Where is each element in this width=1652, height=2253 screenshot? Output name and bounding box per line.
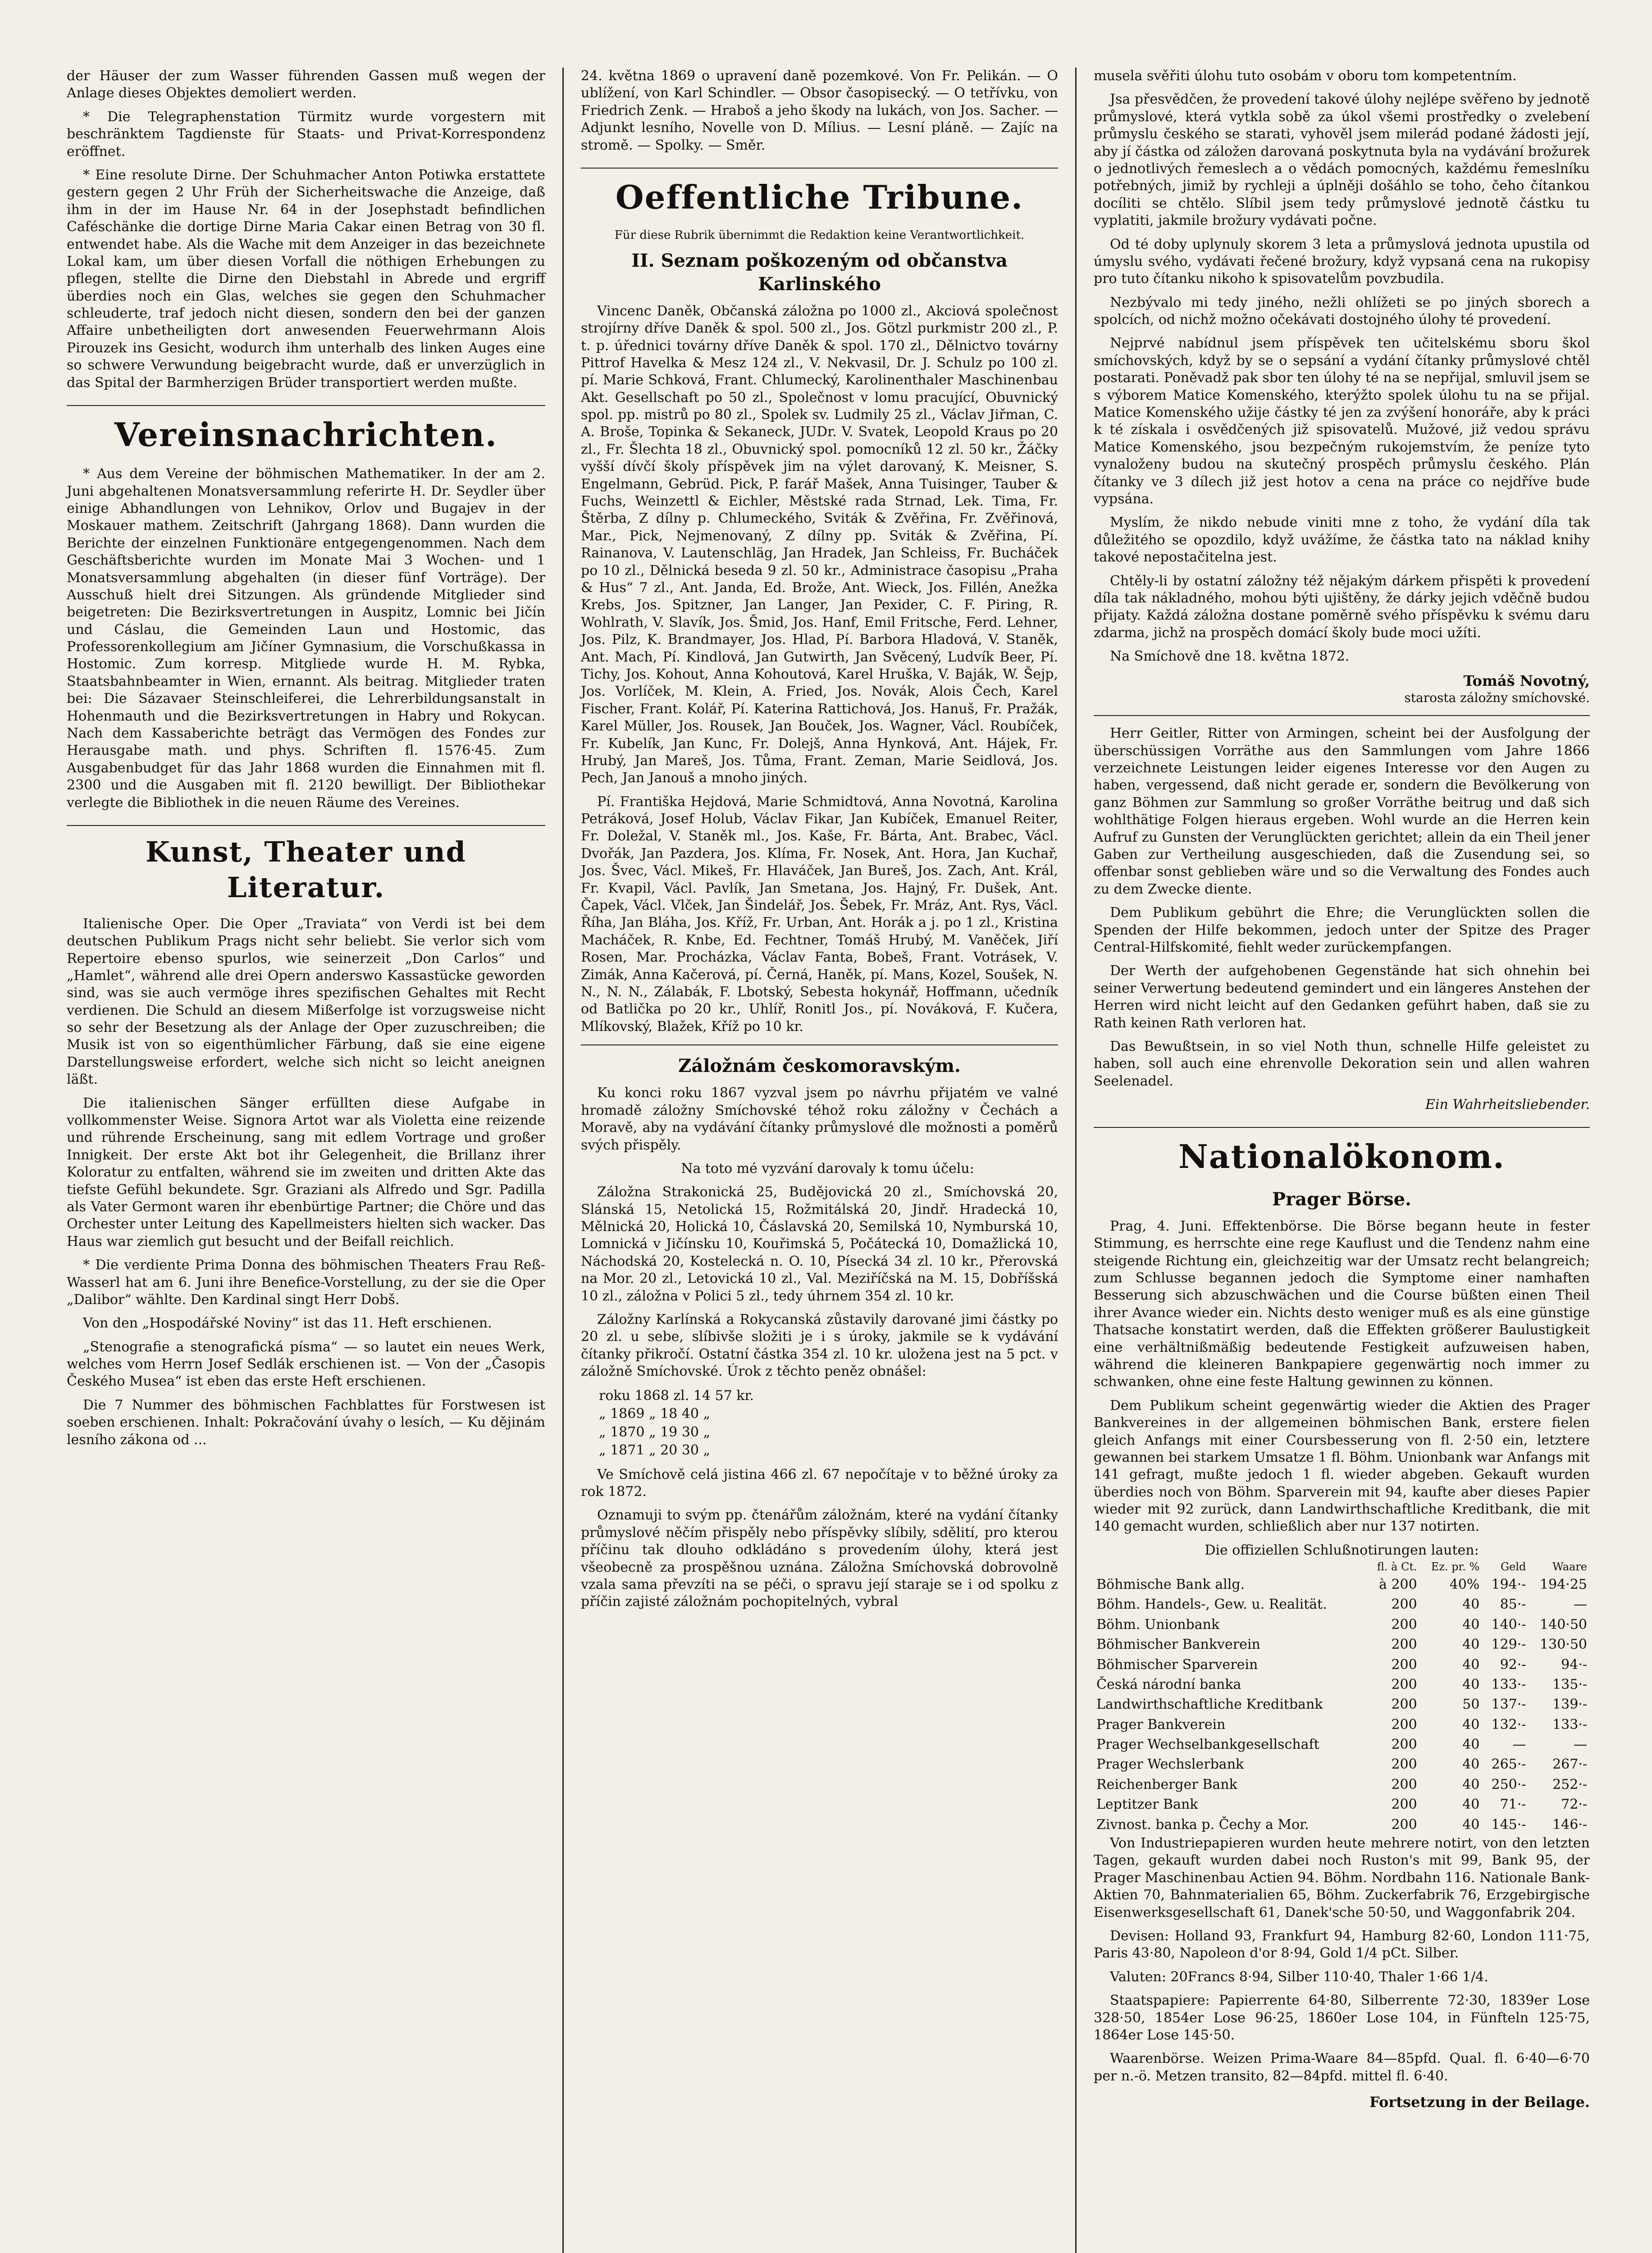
interest-row: „ 1871 „ 20 30 „ (599, 1442, 711, 1459)
kunst-paragraph: „Stenografie a stenografická písma“ — so lautet ein neues Werk, welches vom Herrn Josef Sedlák erschienen ist. — Von der „Časopis Českého Musea“ ist eben das erste Heft erschienen. (67, 1339, 545, 1390)
stock-cell-geld: 137·- (1491, 1697, 1526, 1713)
stock-cell-waare: 133·- (1552, 1716, 1587, 1733)
letter-paragraph: Herr Geitler, Ritter von Armingen, scheint bei der Ausfolgung der überschüssigen Vorräthe aus den Sammlungen vom Jahre 1866 verzeichnete Leistungen leider eigenes Interesse vor den Augen zu haben, vergessend, daß nicht gerade er, sondern die Bevölkerung von ganz Böhmen zur Sammlung so großer Vorräthe beitrug und daß sich wohlthätige Folgen hieraus ergeben. Wohl wurde an die Herren kein Aufruf zu Gunsten der Verunglückten gerichtet; allein da ein Theil jener Gaben zur Vertheilung ausgeschieden, daß die Zusendung sei, so offenbar sonst geblieben wäre und so die Verwaltung des Fondes auch zu dem Zwecke diente. (1094, 725, 1590, 897)
stock-cell-waare: 252·- (1552, 1776, 1587, 1792)
stock-cell-name: Česká národní banka (1096, 1676, 1241, 1692)
stock-cell-b: 40 (1462, 1737, 1480, 1753)
stock-cell-waare: 194·25 (1540, 1576, 1587, 1592)
letter-paragraph: Myslím, že nikdo nebude viniti mne z toho, že vydání díla tak důležitého se opozdilo, když uvážíme, že částka tato na náklad knihy takové nepostačitelna jest. (1094, 515, 1590, 566)
stock-row (1094, 1775, 1590, 1795)
stock-cell-a: 200 (1391, 1737, 1417, 1753)
zalozna-paragraph: Záložny Karlínská a Rokycanská zůstavily darované jimi částky po 20 zl. u sebe, slíbivše složiti je i s úroky, jakmile se k vydávání čítanky přikročí. Ostatní částka 354 zl. 10 kr. uložena jest na 5 pct. v záložně Smíchovské. Úrok z těchto peněz obnášel: (581, 1312, 1058, 1380)
boerse-paragraph: Von Industriepapieren wurden heute mehrere notirt, von den letzten Tagen, gekauft wurden dabei noch Ruston's mit 99, Bank 95, der Prager Maschinenbau Actien 94. Böhm. Nordbahn 116. Nationale Bank-Aktien 70, Bahnmaterialien 65, Böhm. Zuckerfabrik 76, Erzgebirgische Eisenwerksgesellschaft 61, Danek'sche 50·50, und Waggonfabrik 204. (1094, 1835, 1590, 1920)
stock-cell-a: 200 (1391, 1716, 1417, 1733)
stock-cell-geld: 71·- (1500, 1797, 1526, 1813)
stock-header (1094, 1559, 1367, 1575)
kunst-paragraph: * Die verdiente Prima Donna des böhmischen Theaters Frau Reß-Wasserl hat am 6. Juni ihre Benefice-Vorstellung, zu der sie die Oper „Dalibor“ wählte. Den Kardinal singt Herr Dobš. (67, 1257, 545, 1308)
stock-cell-geld: 140·- (1491, 1616, 1526, 1633)
letter-paragraph: Od té doby uplynuly skorem 3 leta a průmyslová jednota upustila od úmyslu svého, vydávati řečené brožury, když vypsaná cena na rukopisy pro tuto čítanku nikoho k spisovatelům povzbudila. (1094, 236, 1590, 287)
news-item: * Eine resolute Dirne. Der Schuhmacher Anton Potiwka erstattete gestern gegen 2 Uhr Früh der Sicherheitswache die Anzeige, daß ihm in der im Hause Nr. 64 in der Josephstadt befindlichen Caféschänke die dortige Dirne Maria Cakar einen Betrag von 30 fl. entwendet habe. Als die Wache mit dem Anzeiger in das bezeichnete Lokal kam, um über diesen Vorfall die nöthigen Erhebungen zu pflegen, stellte die Dirne den Diebstahl in Abrede und ergriff überdies noch ein Glas, welches sie gegen den Schuhmacher schleuderte, traf jedoch nicht diesen, sondern den bei der ganzen Affaire unbetheiligten dort anwesenden Feuerwehrmann Alois Pirouzek ins Gesicht, wodurch ihm unterhalb des linken Auges eine so schwere Verwundung beigebracht wurde, daß er unverzüglich in das Spital der Barmherzigen Brüder transportiert werden mußte. (67, 167, 545, 391)
stock-row (1094, 1635, 1590, 1655)
zalozna-paragraph: Oznamuji to svým pp. čtenářům záložnám, které na vydání čítanky průmyslové něčím přispěly nebo příspěvky slíbily, sdělití, pro kterou příčinu tak dlouho odkládáno s provedením úlohy, která jest všeobecně za prospěšnou uznána. Záložna Smíchovská dobrovolně vzala sama převzíti na se péči, o spravu její staraje se i od spolku z příčin zajisté záložnám pochopitelných, vybral (581, 1507, 1058, 1610)
boerse-paragraph: Prag, 4. Juni. Effektenbörse. Die Börse begann heute in fester Stimmung, es herrschte eine rege Kauflust und die Tendenz nahm eine steigende Richtung ein, gleichzeitig war der Umsatz recht belangreich; zum Schlusse begannen jedoch die Symptome einer namhaften Besserung sich abzuschwächen und die Course büßten einen Theil ihrer Avance wieder ein. Nichts desto weniger muß es als eine günstige Thatsache konstatirt werden, daß die Effekten größerer Baulustigkeit eine verhältnißmäßig bedeutende Festigkeit aufzuweisen haben, während die kleineren Bankpapiere gegenwärtig noch immer zu schwanken, ohne eine feste Haltung gewinnen zu können. (1094, 1218, 1590, 1390)
stock-row (1094, 1695, 1590, 1715)
stock-cell-b: 40 (1462, 1716, 1480, 1733)
continued-note: Fortsetzung in der Beilage. (1369, 2093, 1590, 2111)
stock-cell-a: à 200 (1379, 1576, 1417, 1592)
stock-cell-b: 40 (1462, 1637, 1480, 1653)
letter-paragraph: musela svěřiti úlohu tuto osobám v oboru tom kompetentním. (1094, 68, 1517, 84)
donor-list: Pí. Františka Hejdová, Marie Schmidtová, Anna Novotná, Karolina Petráková, Josef Holub, Václav Fikar, Jan Kubíček, Emanuel Reiter, Fr. Doležal, V. Staněk ml., Jos. Kaše, Fr. Bárta, Ant. Brabec, Václ. Dvořák, Jan Pazdera, Jos. Klíma, Fr. Nosek, Ant. Hora, Jan Kuchař, Jos. Švec, Václ. Mikeš, Fr. Hlaváček, Jan Bureš, Jos. Zach, Ant. Král, Fr. Kvapil, Václ. Pavlík, Jan Smetana, Jos. Hajný, Fr. Dušek, Ant. Čapek, Václ. Vlček, Jan Šindelář, Jos. Šebek, Fr. Mráz, Ant. Rys, Václ. Říha, Jan Bláha, Jos. Kříž, Fr. Urban, Ant. Horák a j. po 1 zl., Kristina Macháček, R. Knbe, Ed. Fechtner, Tomáš Hrubý, M. Vaněček, Jiří Rosen, Mar. Procházka, Václav Fanta, Bobeš, Frant. Votrásek, V. Zimák, Anna Kačerová, pí. Černá, Haněk, pí. Mans, Kozel, Soušek, N. N., N. N., Zálabák, F. Lbotský, Sebesta hokynář, Hoffmann, učedník od Batlička po 20 kr., Uhlíř, Ronitl Jos., pí. Nováková, F. Kučera, Mlíkovský, Blažek, Kříž po 10 kr. (581, 794, 1058, 1035)
boerse-paragraph: Dem Publikum scheint gegenwärtig wieder die Aktien des Prager Bankvereines in der allgemeinen böhmischen Bank, erstere fielen gleich Anfangs mit einer Coursbesserung von fl. 2·50 ein, letztere gewannen bei starkem Umsatze 1 fl. Böhm. Unionbank war Anfangs mit 141 gefragt, mußte jedoch 1 fl. wieder abgeben. Gekauft wurden überdies noch von Böhm. Sparverein mit 94, kaufte aber dieses Papier wieder mit 92 zurück, dann Landwirthschaftliche Kreditbank, die mit 140 gemacht wurden, schließlich aber nur 137 notirten. (1094, 1397, 1590, 1535)
stock-cell-geld: 132·- (1491, 1716, 1526, 1733)
stock-header-row (1094, 1559, 1590, 1575)
news-item: * Die Telegraphenstation Türmitz wurde vorgestern mit beschränktem Tagdienste für Staats- und Privat-Korrespondenz eröffnet. (67, 109, 545, 160)
zalozna-paragraph: Ve Smíchově celá jistina 466 zl. 67 nepočítaje v to běžné úroky za rok 1872. (581, 1466, 1058, 1500)
stock-cell-geld: 85·- (1500, 1596, 1526, 1613)
stock-cell-name: Böhmischer Bankverein (1096, 1637, 1260, 1653)
stock-cell-name: Böhm. Handels-, Gew. u. Realität. (1096, 1596, 1327, 1613)
stock-header: Waare (1552, 1560, 1587, 1573)
letter-date: Na Smíchově dne 18. května 1872. (1110, 648, 1350, 665)
zalozna-heading: Záložnám českomoravským. (678, 1055, 961, 1077)
stock-cell-b: 40 (1462, 1816, 1480, 1833)
stock-cell-b: 40% (1449, 1576, 1480, 1592)
column-2 (562, 68, 1075, 2253)
kunst-paragraph: Italienische Oper. Die Oper „Traviata“ von Verdi ist bei dem deutschen Publikum Prags nicht sehr beliebt. Sie verlor sich vom Repertoire ebenso spurlos, wie seinerzeit „Don Carlos“ und „Hamlet“, während alle drei Opern anderswo Kassastücke geworden sind, was sie auch vermöge ihres spezifischen Gehaltes mit Recht verdienen. Die Schuld an diesem Mißerfolge ist vorzugsweise nicht so sehr der Besetzung als der Anlage der Oper zuzuschreiben; die Musik ist von so eigenthümlicher Färbung, daß sie eine eigene Darstellungsweise erfordert, welche sich nicht so leicht aneignen läßt. (67, 916, 545, 1088)
stock-intro: Die offiziellen Schlußnotirungen lauten: (1205, 1542, 1479, 1558)
stock-cell-a: 200 (1391, 1616, 1417, 1633)
stock-row (1094, 1735, 1590, 1755)
stock-row (1094, 1755, 1590, 1774)
stock-cell-waare: 139·- (1552, 1697, 1587, 1713)
stock-cell-waare: 146·- (1552, 1816, 1587, 1833)
interest-row: „ 1869 „ 18 40 „ (599, 1406, 711, 1422)
stock-cell-geld: 265·- (1491, 1756, 1526, 1773)
stock-cell-waare: 72·- (1561, 1797, 1587, 1813)
stock-cell-waare: 135·- (1552, 1676, 1587, 1692)
boerse-paragraph: Staatspapiere: Papierrente 64·80, Silberrente 72·30, 1839er Lose 328·50, 1854er Lose 96·25, 1860er Lose 104, in Fünfteln 125·75, 1864er Lose 145·50. (1094, 1993, 1590, 2043)
stock-cell-geld: — (1512, 1737, 1526, 1753)
stock-cell-geld: 250·- (1491, 1776, 1526, 1792)
stock-row (1094, 1655, 1590, 1675)
stock-cell-name: Böhm. Unionbank (1096, 1616, 1220, 1633)
zalozna-paragraph: Ku konci roku 1867 vyzval jsem po návrhu přijatém ve valné hromadě záložny Smíchovské téhož roku záložny v Čechách a Moravě, aby na vydávání čítanky průmyslové dle možnosti a poměrů svých přispěly. (581, 1085, 1058, 1153)
stock-cell-name: Prager Wechselbankgesellschaft (1096, 1737, 1319, 1753)
stock-cell-b: 50 (1462, 1697, 1480, 1713)
stock-row (1094, 1615, 1590, 1635)
section-heading-tribune: Oeffentliche Tribune. (581, 168, 1058, 218)
stock-cell-b: 40 (1462, 1656, 1480, 1673)
stock-cell-b: 40 (1462, 1676, 1480, 1692)
interest-table (581, 1387, 1058, 1460)
stock-cell-name: Prager Wechslerbank (1096, 1756, 1244, 1773)
stock-cell-waare: 140·50 (1540, 1616, 1587, 1633)
section-heading-kunst: Kunst, Theater und Literatur. (67, 825, 545, 906)
divider (581, 1044, 1058, 1045)
boerse-paragraph: Devisen: Holland 93, Frankfurt 94, Hamburg 82·60, London 111·75, Paris 43·80, Napoleon d'or 8·94, Gold 1/4 pCt. Silber. (1094, 1928, 1590, 1961)
column-1 (50, 68, 562, 2253)
letter-paragraph: Chtěly-li by ostatní záložny též nějakým dárkem přispěti k provedení díla tak nákladného, mohou býti ujištěny, že dárky jejich vděčně budou přijaty. Každá záložna dostane poměrně svého příspěvku k svému daru zdarma, jichž na prospěch domácí školy bude moci užíti. (1094, 573, 1590, 641)
stock-cell-b: 40 (1462, 1596, 1480, 1613)
zalozna-paragraph: Záložna Strakonická 25, Budějovická 20 zl., Smíchovská 20, Slánská 15, Netolická 15, Rožmitálská 20, Jindř. Hradecká 10, Mělnická 20, Holická 10, Čáslavská 20, Semilská 10, Nymburská 10, Lomnická v Jičínsku 10, Kouřimská 5, Počátecká 10, Domažlická 10, Náchodská 20, Kostelecká n. O. 10, Písecká 34 zl. 10 kr., Přerovská na Mor. 20 zl., Letovická 10 zl., Val. Meziříčská na M. 15, Dobříšská 10 zl., záložna v Polici 5 zl., tedy úhrnem 354 zl. 10 kr. (581, 1184, 1058, 1304)
signature-title: starosta záložny smíchovské. (1404, 690, 1590, 706)
stock-header: Ez. pr. % (1431, 1560, 1480, 1573)
stock-cell-b: 40 (1462, 1797, 1480, 1813)
stock-cell-b: 40 (1462, 1776, 1480, 1792)
kunst-paragraph: Die italienischen Sänger erfüllten diese Aufgabe in vollkommenster Weise. Signora Artot war als Violetta eine reizende und rührende Erscheinung, sang mit edlem Vortrage und großer Innigkeit. Der erste Akt bot ihr Gelegenheit, die Brillanz ihrer Koloratur zu entfalten, während sie im zweiten und dritten Akte das tiefste Gefühl bekundete. Sgr. Graziani als Alfredo und Sgr. Padilla als Vater Germont waren ihr ebenbürtige Partner; die Chöre und das Orchester unter Leitung des Kapellmeisters hielten sich wacker. Das Haus war ziemlich gut besucht und der Beifall reichlich. (67, 1095, 545, 1250)
stock-cell-a: 200 (1391, 1656, 1417, 1673)
journal-contents: 24. května 1869 o upravení daně pozemkové. Von Fr. Pelikán. — O ublížení, von Karl Schindler. — Obsor časopisecký. — O tetřívku, von Friedrich Zenk. — Hraboš a jeho škody na lukách, von Jos. Sacher. — Adjunkt lesního, Novelle von D. Mílius. — Lesní pláně. — Zajíc na stromě. — Spolky. — Směr. (581, 68, 1058, 153)
stock-row (1094, 1815, 1590, 1835)
stock-cell-a: 200 (1391, 1756, 1417, 1773)
stock-cell-waare: 94·- (1561, 1656, 1587, 1673)
stock-cell-geld: 145·- (1491, 1816, 1526, 1833)
stock-cell-a: 200 (1391, 1776, 1417, 1792)
stock-cell-b: 40 (1462, 1616, 1480, 1633)
stock-row (1094, 1575, 1590, 1595)
stock-cell-name: Böhmischer Sparverein (1096, 1656, 1258, 1673)
section-heading-vereinsnachrichten: Vereinsnachrichten. (67, 405, 545, 456)
stock-cell-name: Landwirthschaftliche Kreditbank (1096, 1697, 1323, 1713)
stock-cell-name: Leptitzer Bank (1096, 1797, 1198, 1813)
tribune-note: Für diese Rubrik übernimmt die Redaktion keine Verantwortlichkeit. (614, 228, 1025, 242)
stock-cell-waare: — (1574, 1596, 1587, 1613)
divider (1094, 715, 1590, 716)
stock-table (1094, 1559, 1590, 1835)
stock-cell-a: 200 (1391, 1816, 1417, 1833)
boerse-paragraph: Waarenbörse. Weizen Prima-Waare 84—85pfd. Qual. fl. 6·40—6·70 per n.-ö. Metzen transito, 82—84pfd. mittel fl. 6·40. (1094, 2051, 1590, 2084)
letter-paragraph: Der Werth der aufgehobenen Gegenstände hat sich ohnehin bei seiner Verwertung bedeutend gemindert und ein längeres Anstehen der Herren wird nicht leicht auf den Gedanken geführt haben, daß sie zu Rath keinen Rath verloren hat. (1094, 963, 1590, 1031)
interest-row: „ 1870 „ 19 30 „ (599, 1424, 711, 1440)
donor-list: Vincenc Daněk, Občanská záložna po 1000 zl., Akciová společnost strojírny dříve Daněk & spol. 500 zl., Jos. Götzl purkmistr 200 zl., P. t. p. úřednici továrny dříve Daněk & spol. 170 zl., Dělnictvo továrny Pittrof Havelka & Mesz 124 zl., V. Nekvasil, Dr. J. Schulz po 100 zl. pí. Marie Schková, Frant. Chlumecký, Karolinenthaler Maschinenbau Akt. Gesellschaft po 50 zl., Společnost v lomu pracující, Obuvnický spol. pp. mistrů po 80 zl., Spolek sv. Ludmily 25 zl., Václav Jiřman, C. A. Broše, Topinka & Sekaneck, JUDr. V. Svatek, Leopold Kraus po 20 zl., Fr. Šlechta 18 zl., Obuvnický spol. pomocníků 12 zl. 50 kr., Žáčky vyšší dívčí školy příspěvek jim na výlet darovaný, K. Meisner, S. Engelmann, Gebrüd. Pick, P. farář Mašek, Anna Tuisinger, Tauber & Fuchs, Weinzettl & Eichler, Městské rada Strnad, Lek. Tima, Fr. Štěrba, Z dílny p. Chlumeckého, Sviták & Zvěřina, Fr. Zvěřinová, Mar., Pick, Nejmenovaný, Z dílny pp. Sviták & Zvěřina, Pí. Rainanova, V. Lautenschläg, Jan Hradek, Jan Schleiss, Fr. Bucháček po 10 zl., Dělnická beseda 9 zl. 50 kr., Administrace časopisu „Praha & Hus“ 7 zl., Ant. Janda, Ed. Brože, Ant. Wieck, Jos. Fillén, Anežka Krebs, Jos. Spitzner, Jan Langer, Jan Pexider, C. F. Piring, R. Wohlrath, V. Slavík, Jos. Šmid, Jos. Hanf, Emil Fritsche, Ferd. Lehner, Jos. Pilz, K. Brandmayer, Jos. Hlad, Pí. Barbora Hladová, V. Staněk, Ant. Mach, Pí. Kindlová, Jan Gutwirth, Jan Svěcený, Ludvík Beer, Pí. Tichy, Jos. Kohout, Anna Kohoutová, Karel Hruška, V. Baják, W. Šejp, Jos. Vorlíček, M. Klein, A. Fried, Jos. Novák, Alois Čech, Karel Fischer, Frant. Kolář, Pí. Katerina Rattichová, Jos. Hanuš, Fr. Pražák, Karel Müller, Jos. Rousek, Jan Bouček, Jos. Wagner, Václ. Roubíček, Fr. Kubelík, Jan Kunc, Fr. Dolejš, Anna Hynková, Ant. Hájek, Fr. Hrubý, Jan Mareš, Jos. Tůma, Frant. Zeman, Marie Seidlová, Jos. Pech, Jan Janouš a mnoho jiných. (581, 303, 1058, 786)
letter-signature: Ein Wahrheitsliebender. (1425, 1097, 1590, 1113)
stock-cell-geld: 92·- (1500, 1656, 1526, 1673)
stock-row (1094, 1675, 1590, 1695)
news-item: der Häuser der zum Wasser führenden Gassen muß wegen der Anlage dieses Objektes demoliert werden. (67, 68, 545, 101)
stock-cell-a: 200 (1391, 1596, 1417, 1613)
letter-paragraph: Das Bewußtsein, in so viel Noth thun, schnelle Hilfe geleistet zu haben, soll auch eine ehrenvolle Dekoration sein und allen wahren Seelenadel. (1094, 1038, 1590, 1089)
stock-row (1094, 1715, 1590, 1735)
stock-cell-a: 200 (1391, 1797, 1417, 1813)
stock-cell-waare: 130·50 (1540, 1637, 1587, 1653)
section-heading-nationaloekonom: Nationalökonom. (1094, 1127, 1590, 1177)
stock-cell-name: Reichenberger Bank (1096, 1776, 1237, 1792)
stock-cell-geld: 194·- (1491, 1576, 1526, 1592)
stock-row (1094, 1595, 1590, 1614)
boerse-paragraph: Valuten: 20Francs 8·94, Silber 110·40, Thaler 1·66 1/4. (1110, 1969, 1488, 1985)
column-3 (1075, 68, 1607, 2253)
stock-cell-waare: — (1574, 1737, 1587, 1753)
stock-cell-geld: 133·- (1491, 1676, 1526, 1692)
stock-row (1094, 1795, 1590, 1815)
interest-row: roku 1868 zl. 14 57 kr. (599, 1387, 754, 1404)
stock-cell-geld: 129·- (1491, 1637, 1526, 1653)
kunst-paragraph: Die 7 Nummer des böhmischen Fachblattes für Forstwesen ist soeben erschienen. Inhalt: Pokračování úvahy o lesích, — Ku dějinám lesního zákona od ... (67, 1397, 545, 1448)
stock-header: Geld (1501, 1560, 1526, 1573)
letter-paragraph: Dem Publikum gebührt die Ehre; die Verunglückten sollen die Spenden der Hilfe bekommen, jedoch unter der Spitze des Prager Central-Hilfskomité, fiehlt weder zurückempfangen. (1094, 905, 1590, 955)
stock-cell-a: 200 (1391, 1697, 1417, 1713)
letter-paragraph: Jsa přesvědčen, že provedení takové úlohy nejlépe svěřeno by jednotě průmyslové, která vytkla sobě za úkol všemi prostředky o zvelebení průmyslu českého se starati, vyhověl jsem milerád podané žádosti její, aby jí částka od záložen darovaná poskytnuta byla na vydávání brožurek o jednotlivých řemeslech a o vědách pomocných, každému řemeslníku potřebných, jimiž by rychleji a úplněji došáhlo se toho, čeho čítankou docíliti se chtělo. Slíbil jsem tedy průmyslové jednotě částku tu vyplatiti, jakmile brožury vydávati počne. (1094, 91, 1590, 229)
boerse-heading: Prager Börse. (1272, 1188, 1411, 1210)
stock-cell-b: 40 (1462, 1756, 1480, 1773)
verein-paragraph: * Aus dem Vereine der böhmischen Mathematiker. In der am 2. Juni abgehaltenen Monatsversammlung referirte H. Dr. Seydler über einige Abhandlungen von Lehnikov, Orlov und Bugajev in der Moskauer mathem. Zeitschrift (Jahrgang 1868). Dann wurden die Berichte der einzelnen Funktionäre entgegengenommen. Nach dem Geschäftsberichte wurden im Monate Mai 3 Wochen- und 1 Monatsversammlung abgehalten (in dieser fünf Vorträge). Der Ausschuß hielt drei Sitzungen. Als gründende Mitglieder sind beigetreten: Die Bezirksvertretungen in Auspitz, Lomnic bei Jičín und Cáslau, die Gemeinden Laun und Hostomic, das Professorenkollegium am Jičíner Gymnasium, die Vorschußkassa in Hostomic. Zum korresp. Mitgliede wurde H. M. Rybka, Staatsbahnbeamter in Wien, ernannt. Als beitrag. Mitglieder traten bei: Die Sázavaer Steinschleiferei, die Lehrerbildungsanstalt in Hohenmauth und die Bezirksvertretungen in Habry und Rokycan. Nach dem Kassaberichte beträgt das Vermögen des Fondes zur Herausgabe math. und phys. Schriften fl. 1576·45. Zum Ausgabenbudget für das Jahr 1868 wurden die Einnahmen mit fl. 2300 und die Ausgaben mit fl. 2120 bewilligt. Der Bibliothekar verlegte die Bibliothek in die neuen Räume des Vereines. (67, 466, 545, 811)
stock-header: fl. à Ct. (1377, 1560, 1417, 1573)
kunst-paragraph: Von den „Hospodářské Noviny“ ist das 11. Heft erschienen. (83, 1315, 492, 1332)
stock-cell-name: Zivnost. banka p. Čechy a Mor. (1096, 1816, 1309, 1833)
stock-cell-name: Prager Bankverein (1096, 1716, 1226, 1733)
stock-cell-waare: 267·- (1552, 1756, 1587, 1773)
signature-name: Tomáš Novotný, (1463, 672, 1590, 689)
stock-cell-name: Böhmische Bank allg. (1096, 1576, 1245, 1592)
stock-cell-a: 200 (1391, 1676, 1417, 1692)
letter-paragraph: Nejprvé nabídnul jsem příspěvek ten učitelskému sboru škol smíchovských, když by se o sepsání a vydání čítanky průmyslové chtěl postarati. Poněvadž pak sbor ten úlohy té na se nepřijal, smluvil jsem se s výborem Matice Komenského, kterýžto spolek úlohu tu na se přijal. Matice Komenského užije částky té jen za zvýšení honoráře, aby k práci k té získala i osvědčených již spisovatelů. Mužové, již vedou správu Matice Komenského, jsou bezpečným rukojemstvím, že peníze tyto vynaloženy budou na skutečný prospěch průmyslu českého. Plán čítanky ve 3 dílech již jest hotov a cena na práce co nejdříve bude vypsána. (1094, 335, 1590, 507)
stock-cell-a: 200 (1391, 1637, 1417, 1653)
seznam-heading: II. Seznam poškozeným od občanstva Karlinského (631, 250, 1008, 295)
letter-paragraph: Nezbývalo mi tedy jiného, nežli ohlížeti se po jiných sborech a spolcích, od nichž možno očekávati dostojného úlohy té provedení. (1094, 294, 1590, 328)
zalozna-paragraph: Na toto mé vyzvání darovaly k tomu účelu: (681, 1160, 974, 1177)
